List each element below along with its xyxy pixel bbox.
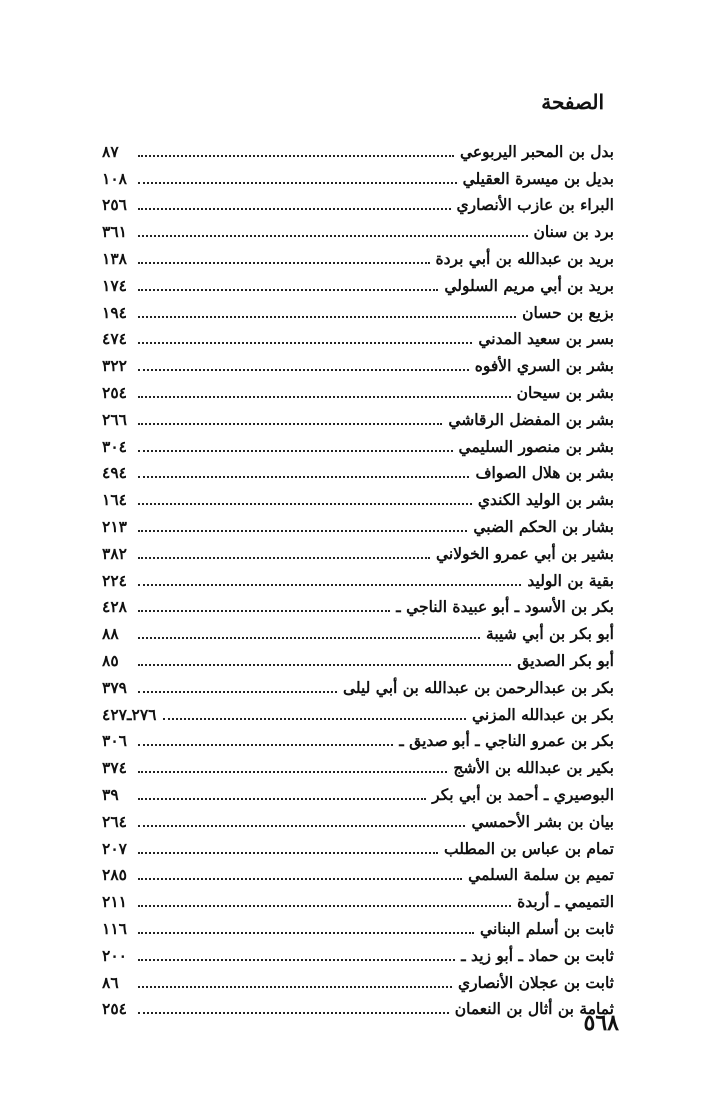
index-entry	[102, 483, 614, 510]
index-entry	[102, 859, 614, 886]
index-entry	[102, 591, 614, 618]
entry-page-number: ٢٥٤	[102, 999, 127, 1019]
page-number: ٥٦٨	[583, 1010, 619, 1036]
dot-leader	[138, 744, 393, 746]
entry-page-number: ٣٠٤	[102, 436, 127, 456]
entry-name: بكر بن عبدالله المزني	[471, 704, 614, 724]
dot-leader	[138, 691, 337, 693]
entry-name: بدل بن المحبر اليربوعي	[460, 141, 614, 161]
index-entry	[102, 725, 614, 752]
entry-page-number: ٢٦٤	[102, 811, 127, 831]
dot-leader	[138, 584, 521, 586]
entry-name: تمام بن عباس بن المطلب	[443, 838, 614, 858]
index-entry	[102, 966, 614, 993]
dot-leader	[138, 182, 457, 184]
index-entry	[102, 912, 614, 939]
dot-leader	[138, 262, 430, 264]
index-entry	[102, 376, 614, 403]
entry-name: بكير بن عبدالله بن الأشج	[453, 758, 614, 778]
entry-page-number: ١٩٤	[102, 302, 127, 322]
entry-name: بسر بن سعيد المدني	[478, 329, 614, 349]
index-entry	[102, 751, 614, 778]
dot-leader	[138, 959, 455, 961]
entry-page-number: ٢٠٠	[102, 945, 127, 965]
entry-page-number: ١٧٤	[102, 275, 127, 295]
dot-leader	[138, 235, 528, 237]
index-entry	[102, 617, 614, 644]
entry-page-number: ١٠٨	[102, 168, 127, 188]
dot-leader	[138, 986, 452, 988]
entry-name: أبو بكر الصديق	[517, 650, 614, 670]
index-entry	[102, 162, 614, 189]
dot-leader	[138, 852, 438, 854]
entry-page-number: ٣٩	[102, 784, 119, 804]
dot-leader	[138, 610, 390, 612]
entry-name: بكر بن عبدالرحمن بن عبدالله بن أبي ليلى	[342, 677, 614, 697]
entry-name: بشر بن المفضل الرقاشي	[448, 409, 614, 429]
index-entry	[102, 564, 614, 591]
entry-page-number: ٨٦	[102, 972, 119, 992]
index-entry	[102, 135, 614, 162]
entry-page-number: ٢٧٦ـ٤٢٧	[102, 704, 157, 724]
index-entry	[102, 215, 614, 242]
entry-name: ثابت بن حماد ـ أبو زيد ـ	[461, 945, 614, 965]
entry-name: بشر بن السري الأفوه	[474, 356, 614, 376]
index-entry	[102, 805, 614, 832]
dot-leader	[138, 423, 442, 425]
dot-leader	[138, 476, 469, 478]
dot-leader	[138, 798, 426, 800]
dot-leader	[138, 450, 453, 452]
entry-page-number: ٤٢٨	[102, 597, 127, 617]
dot-leader	[138, 905, 511, 907]
dot-leader	[138, 369, 469, 371]
entry-name: البوصيري ـ أحمد بن أبي بكر	[432, 784, 614, 804]
entry-page-number: ١٣٨	[102, 248, 127, 268]
dot-leader	[138, 932, 474, 934]
index-entry	[102, 644, 614, 671]
dot-leader	[138, 155, 454, 157]
entry-name: بقية بن الوليد	[527, 570, 614, 590]
dot-leader	[138, 208, 451, 210]
entry-name: التميمي ـ أربدة	[517, 892, 614, 912]
entry-name: البراء بن عازب الأنصاري	[456, 195, 614, 215]
dot-leader	[138, 530, 467, 532]
entry-name: بريد بن أبي مريم السلولي	[444, 275, 614, 295]
entry-page-number: ٢١٣	[102, 516, 127, 536]
entry-page-number: ٣٧٤	[102, 758, 127, 778]
entry-page-number: ١٦٤	[102, 490, 127, 510]
dot-leader	[138, 396, 511, 398]
entry-name: بشر بن منصور السليمي	[458, 436, 614, 456]
index-entry	[102, 510, 614, 537]
index-entry	[102, 832, 614, 859]
entry-page-number: ٢٨٥	[102, 865, 127, 885]
index-entry	[102, 323, 614, 350]
dot-leader	[138, 503, 472, 505]
entry-page-number: ٢٢٤	[102, 570, 127, 590]
entry-name: بشر بن الوليد الكندي	[477, 490, 614, 510]
index-entry	[102, 993, 614, 1020]
dot-leader	[138, 289, 438, 291]
entry-name: بشير بن أبي عمرو الخولاني	[436, 543, 614, 563]
index-entry	[102, 430, 614, 457]
entry-page-number: ٣٢٢	[102, 356, 127, 376]
index-entries-list	[102, 135, 614, 1019]
entry-page-number: ٢٠٧	[102, 838, 127, 858]
index-entry	[102, 403, 614, 430]
dot-leader	[138, 342, 472, 344]
dot-leader	[138, 316, 516, 318]
dot-leader	[138, 637, 480, 639]
entry-name: بديل بن ميسرة العقيلي	[462, 168, 614, 188]
entry-page-number: ٨٥	[102, 650, 119, 670]
entry-page-number: ٣٨٢	[102, 543, 127, 563]
dot-leader	[163, 718, 466, 720]
index-entry	[102, 885, 614, 912]
entry-name: بيان بن بشر الأحمسي	[471, 811, 614, 831]
entry-name: تميم بن سلمة السلمي	[468, 865, 614, 885]
entry-name: ثمامة بن أثال بن النعمان	[454, 999, 614, 1019]
index-entry	[102, 778, 614, 805]
index-entry	[102, 242, 614, 269]
entry-name: برد بن سنان	[533, 222, 614, 242]
index-entry	[102, 457, 614, 484]
entry-page-number: ٢٥٦	[102, 195, 127, 215]
entry-page-number: ٤٧٤	[102, 329, 127, 349]
index-entry	[102, 189, 614, 216]
dot-leader	[138, 878, 462, 880]
entry-name: بكر بن عمرو الناجي ـ أبو صديق ـ	[399, 731, 614, 751]
entry-name: بشار بن الحكم الضبي	[473, 516, 614, 536]
entry-name: ثابت بن عجلان الأنصاري	[458, 972, 614, 992]
entry-page-number: ٤٩٤	[102, 463, 127, 483]
entry-name: بزيع بن حسان	[522, 302, 614, 322]
index-entry	[102, 698, 614, 725]
entry-page-number: ٣٠٦	[102, 731, 127, 751]
entry-name: أبو بكر بن أبي شيبة	[486, 624, 614, 644]
index-entry	[102, 296, 614, 323]
dot-leader	[138, 1012, 449, 1014]
entry-name: ثابت بن أسلم البناني	[480, 918, 614, 938]
entry-page-number: ٣٦١	[102, 222, 127, 242]
dot-leader	[138, 771, 447, 773]
index-entry	[102, 349, 614, 376]
entry-page-number: ٢٦٦	[102, 409, 127, 429]
dot-leader	[138, 557, 430, 559]
entry-page-number: ١١٦	[102, 918, 127, 938]
index-entry	[102, 269, 614, 296]
entry-name: بشر بن سيحان	[516, 382, 614, 402]
dot-leader	[138, 825, 465, 827]
index-entry	[102, 671, 614, 698]
entry-page-number: ٣٧٩	[102, 677, 127, 697]
index-entry	[102, 939, 614, 966]
entry-name: بريد بن عبدالله بن أبي بردة	[435, 248, 614, 268]
entry-page-number: ٨٨	[102, 624, 119, 644]
page-column-heading: الصفحة	[541, 90, 604, 114]
entry-page-number: ٢٥٤	[102, 382, 127, 402]
index-entry	[102, 537, 614, 564]
entry-name: بشر بن هلال الصواف	[475, 463, 614, 483]
entry-page-number: ٨٧	[102, 141, 119, 161]
entry-page-number: ٢١١	[102, 892, 127, 912]
entry-name: بكر بن الأسود ـ أبو عبيدة الناجي ـ	[396, 597, 614, 617]
dot-leader	[138, 664, 511, 666]
